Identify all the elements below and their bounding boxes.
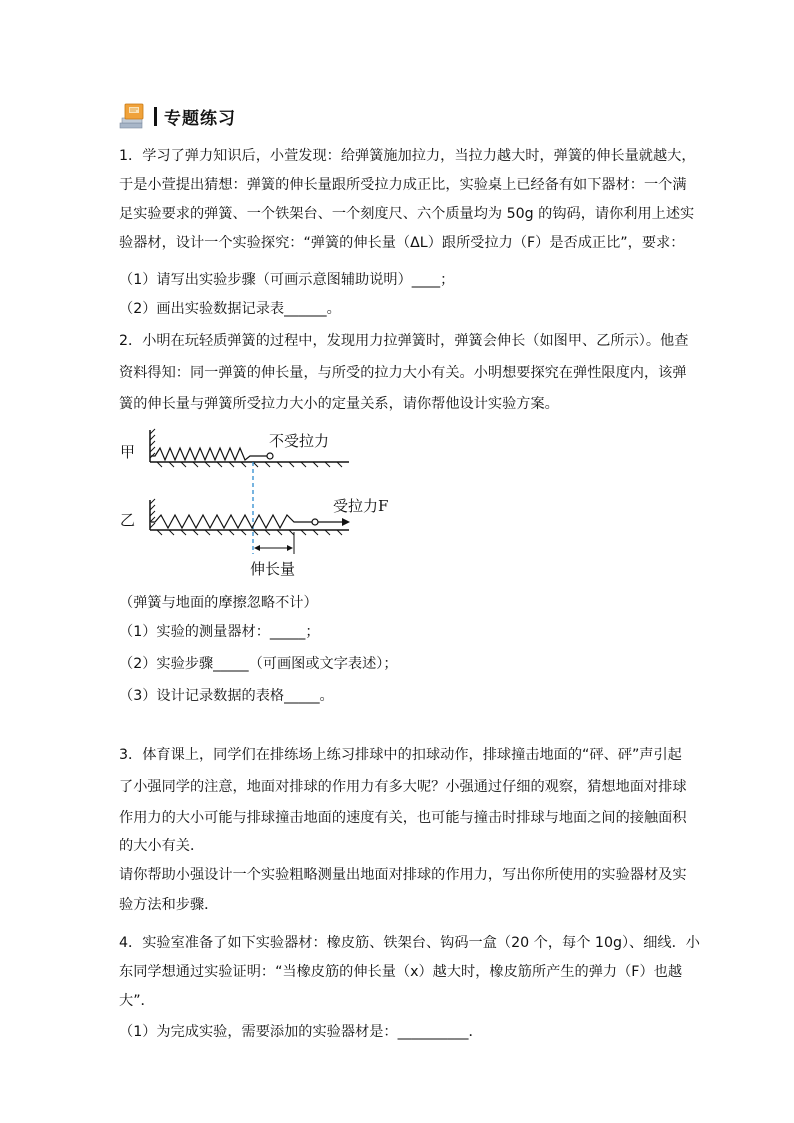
book-stack-icon [119, 102, 149, 130]
q2-part-3: （3）设计记录数据的表格_____。 [119, 688, 334, 704]
q1-line-3: 足实验要求的弹簧、一个铁架台、一个刻度尺、六个质量均为 50g 的钩码，请你利用上述实 [119, 206, 695, 222]
q4-line-2: 东同学想通过实验证明：“当橡皮筋的伸长量（x）越大时，橡皮筋所产生的弹力（F）也越 [119, 964, 683, 980]
spring-yi [151, 515, 312, 528]
q1-part-2: （2）画出实验数据记录表______。 [119, 301, 341, 317]
q1-line-4: 验器材，设计一个实验探究：“弹簧的伸长量（ΔL）跟所受拉力（F）是否成正比”，要求： [119, 235, 685, 251]
q2-note: （弹簧与地面的摩擦忽略不计） [119, 595, 318, 611]
header-divider [154, 107, 157, 126]
force-arrow-head [342, 518, 350, 526]
q2-line-3: 簧的伸长量与弹簧所受拉力大小的定量关系，请你帮他设计实验方案。 [119, 396, 559, 412]
q1-part-1: （1）请写出实验步骤（可画示意图辅助说明）____； [119, 272, 455, 288]
q3-line-3: 作用力的大小可能与排球撞击地面的速度有关，也可能与撞击时排球与地面之间的接触面积 [119, 810, 687, 826]
q1-line-2: 于是小萱提出猜想：弹簧的伸长量跟所受拉力成正比，实验桌上已经备有如下器材：一个满 [119, 177, 687, 193]
label-yi: 乙 [120, 511, 136, 529]
section-header [119, 102, 236, 130]
q3-line-5: 请你帮助小强设计一个实验粗略测量出地面对排球的作用力，写出你所使用的实验器材及实 [119, 867, 687, 883]
label-jia: 甲 [120, 443, 136, 461]
q4-line-3: 大”． [119, 993, 155, 1009]
q1-line-1: 1．学习了弹力知识后，小萱发现：给弹簧施加拉力，当拉力越大时，弹簧的伸长量就越大， [119, 148, 696, 164]
q3-line-6: 验方法和步骤． [119, 897, 219, 913]
hook-jia [267, 453, 273, 459]
q2-part-2: （2）实验步骤_____（可画图或文字表述）； [119, 656, 398, 672]
extension-arrow-right [287, 545, 293, 551]
label-extension: 伸长量 [250, 560, 296, 578]
hook-yi [312, 519, 318, 525]
label-no-force: 不受拉力 [269, 432, 330, 450]
q4-line-1: 4．实验室准备了如下实验器材：橡皮筋、铁架台、钩码一盒（20 个，每个 10g）、细线．小 [119, 935, 700, 951]
q2-line-1: 2．小明在玩轻质弹簧的过程中，发现用力拉弹簧时，弹簧会伸长（如图甲、乙所示）。他查 [119, 333, 689, 349]
q4-part-1: （1）为完成实验，需要添加的实验器材是：__________． [119, 1024, 483, 1040]
q3-line-4: 的大小有关． [119, 838, 205, 854]
q2-part-1: （1）实验的测量器材：_____； [119, 624, 320, 640]
q3-line-2: 了小强同学的注意，地面对排球的作用力有多大呢？小强通过仔细的观察，猜想地面对排球 [119, 779, 687, 795]
extension-arrow-left [254, 545, 260, 551]
spring-diagram [117, 424, 407, 584]
label-force: 受拉力F [333, 497, 389, 515]
section-title: 专题练习 [164, 108, 236, 129]
spring-jia [151, 448, 267, 460]
q2-line-2: 资料得知：同一弹簧的伸长量，与所受的拉力大小有关。小明想要探究在弹性限度内，该弹 [119, 365, 687, 381]
q3-line-1: 3．体育课上，同学们在排练场上练习排球中的扣球动作，排球撞击地面的“砰、砰”声引起 [119, 747, 682, 763]
